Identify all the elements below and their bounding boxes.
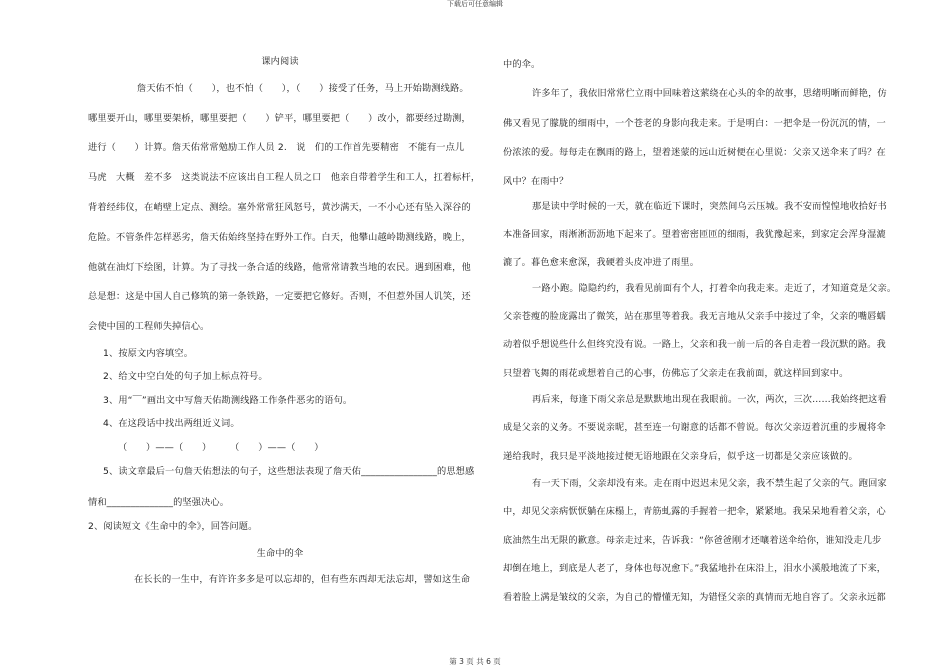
question-5: 5、读文章最后一句詹天佑想法的句子，这些想法表现了詹天佑________________的思想感: [103, 466, 475, 477]
page-header: 下载后可任意编辑: [447, 0, 503, 8]
question-2: 2、给文中空白处的句子加上标点符号。: [103, 371, 268, 382]
section-title: 课内阅读: [261, 56, 299, 67]
story-line: 再后来，每逢下雨父亲总是默默地出现在我眼前。一次，两次，三次……我始终把这看: [532, 394, 887, 405]
story-line: 份浓浓的爱。每每走在飘雨的路上，望着迷蒙的远山近树便在心里说：父亲又送伞来了吗？在: [503, 147, 886, 158]
story-line: 一路小跑。隐隐约约，我看见前面有个人，打着伞向我走来。走近了，才知道竟是父亲。: [532, 283, 897, 294]
story-line: 风中？在雨中？: [503, 176, 569, 187]
passage-line: 他就在油灯下绘图，计算。为了寻找一条合适的线路，他常常请教当地的农民。遇到困难，他: [88, 262, 471, 273]
passage-line: 危险。不管条件怎样恶劣，詹天佑始终坚持在野外工作。白天，他攀山越岭勘测线路，晚上，: [88, 232, 471, 243]
story-line: 却倒在地上，到底是人老了，身体也每况愈下。”我猛地扑在床沿上，泪水小溪般地流了下来，: [503, 563, 887, 574]
story-line: 许多年了，我依旧常常伫立雨中回味着这萦绕在心头的伞的故事，思绪明晰而鲜艳，仿: [532, 88, 887, 99]
story-line: 看着脸上满是皱纹的父亲，为自己的懵懂无知，为错怪父亲的真情而无地自容了。父亲永远都: [503, 592, 886, 603]
question-4-blanks: （ ）——（ ） （ ）——（ ）: [118, 442, 324, 453]
story-line: 动着似乎想说些什么但终究没有说。一路上，父亲和我一前一后的各自走着一段沉默的路。我: [503, 339, 886, 350]
story-line: 成是父亲的义务。不要说亲昵，甚至连一句谢意的话都不曾说。每次父亲迈着沉重的步履将伞: [503, 422, 886, 433]
story-line: 佛又看见了朦胧的细雨中，一个苍老的身影向我走来。于是明白：一把伞是一份沉沉的情，一: [503, 118, 886, 129]
story-line: 只望着飞舞的雨花或想着自己的心事，仿佛忘了父亲走在我前面，就这样回到家中。: [503, 368, 849, 379]
passage-line: 哪里要开山，哪里要架桥，哪里要把（ ）铲平，哪里要把（ ）改小，都要经过勘测，: [88, 113, 471, 124]
passage-line: 马虎 大概 差不多 这类说法不应该出自工程人员之口 他亲自带着学生和工人，扛着标杆，: [88, 172, 481, 183]
story-line: 递给我时，我只是平淡地接过便无语地跟在父亲身后，似乎这一切都是父亲应该做的。: [503, 451, 858, 462]
passage-line: 会使中国的工程师失掉信心。: [88, 321, 210, 332]
page-footer: 第 3 页 共 6 页: [449, 657, 501, 666]
story-line: 那是读中学时候的一天，就在临近下课时，突然间乌云压城。我不安而惶惶地收拾好书: [532, 201, 887, 212]
story-line: 本准备回家，雨淅淅沥沥地下起来了。望着密密匝匝的细雨，我犹豫起来，到家定会浑身湿漉: [503, 229, 886, 240]
passage-line: 总是想：这是中国人自己修筑的第一条铁路，一定要把它修好。否则，不但惹外国人讥笑，还: [88, 291, 471, 302]
story-first-line: 在长长的一生中，有许许多多是可以忘却的，但有些东西却无法忘却，譬如这生命: [134, 574, 471, 585]
question-4: 4、在这段话中找出两组近义词。: [103, 418, 240, 429]
story-line: 漉了。暮色愈来愈深，我硬着头皮冲进了雨里。: [503, 257, 700, 268]
question-1: 1、按原文内容填空。: [103, 348, 194, 359]
story-title: 生命中的伞: [256, 548, 304, 559]
story-line: 有一天下雨，父亲却没有来。走在雨中迟迟未见父亲，我不禁生起了父亲的气。跑回家: [532, 478, 887, 489]
question-3: 3、用“￣”画出文中写詹天佑勘测线路工作条件恶劣的语句。: [103, 395, 353, 406]
story-line: 底油然生出无限的歉意。母亲走过来，告诉我：“你爸爸刚才还嚷着送伞给你，谁知没走几步: [503, 535, 882, 546]
story-line: 中，却见父亲病恹恹躺在床榻上，青筋虬露的手握着一把伞，紧紧地。我呆呆地看着父亲，心: [503, 506, 886, 517]
story-line: 中的伞。: [503, 59, 541, 70]
section-2-heading: 2、阅读短文《生命中的伞》，回答问题。: [88, 521, 258, 532]
passage-line: 进行（ ）计算。詹天佑常常勉励工作人员 2. 说 们的工作首先要精密 不能有一点儿: [88, 142, 465, 153]
passage-line: 詹天佑不怕（ ），也不怕（ ），（ ）接受了任务，马上开始勘测线路。: [137, 83, 469, 94]
question-5-cont: 情和______________的坚强决心。: [88, 497, 230, 508]
passage-line: 背着经纬仪，在峭壁上定点、测绘。塞外常常狂风怒号，黄沙满天，一不小心还有坠入深谷的: [88, 202, 471, 213]
story-line: 父亲苍瘦的脸庞露出了微笑，站在那里等着我。我无言地从父亲手中接过了伞，父亲的嘴唇蠕: [503, 311, 886, 322]
